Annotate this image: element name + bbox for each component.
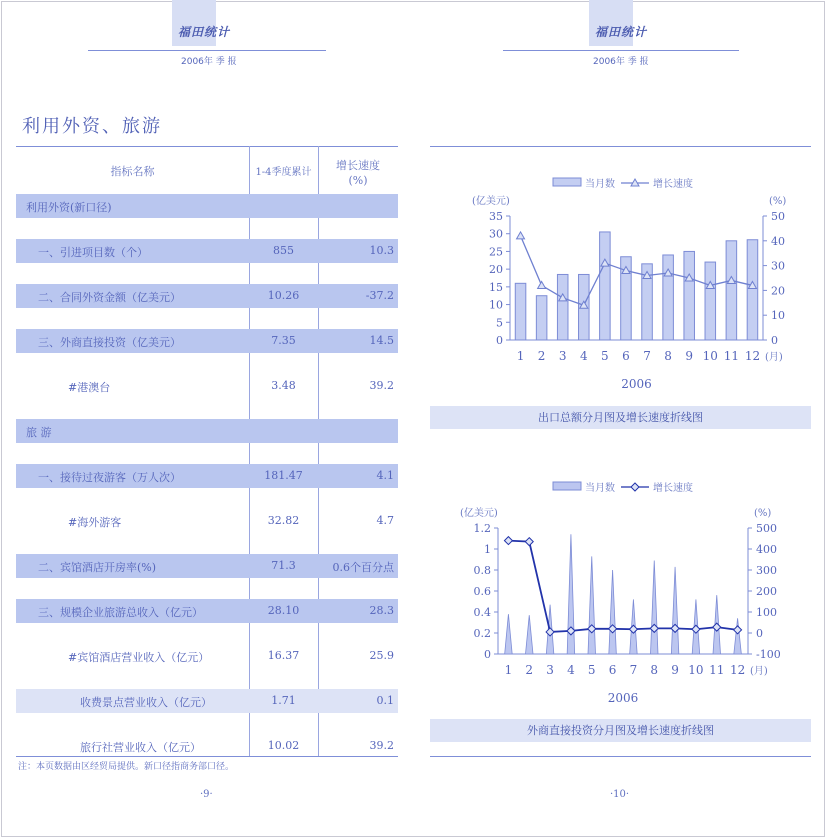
export-chart-caption: 出口总额分月图及增长速度折线图 (430, 406, 811, 429)
legend-swatch-monthly (553, 482, 581, 490)
x-tick-label: 3 (558, 349, 567, 363)
table-header-growth: 增长速度 (336, 159, 380, 172)
row-growth-value: 10.3 (369, 244, 394, 257)
row-growth-value: 4.1 (376, 469, 394, 482)
left-tick-label: 30 (489, 227, 503, 241)
right-tick-label: 20 (771, 284, 785, 298)
table-col-divider-2 (318, 146, 319, 756)
row-ytd-value: 28.10 (267, 604, 300, 617)
row-indicator-name: 二、宾馆酒店开房率(%) (38, 561, 157, 574)
page-number-right: ·10· (610, 789, 630, 800)
growth-point (546, 628, 554, 636)
left-tick-label: 5 (496, 316, 503, 330)
row-indicator-name: #宾馆酒店营业收入（亿元） (68, 651, 210, 664)
bar-mark (515, 283, 526, 340)
left-tick-label: 0.2 (473, 627, 491, 640)
legend-label-monthly: 当月数 (585, 483, 615, 494)
row-indicator-name: #港澳台 (68, 381, 111, 394)
x-tick-label: 3 (546, 663, 554, 677)
row-growth-value: 28.3 (369, 604, 394, 617)
monthly-series (515, 232, 757, 340)
x-axis-label: 2006 (621, 377, 652, 391)
section-title: 利用外资、旅游 (22, 116, 162, 137)
row-indicator-name: 三、规模企业旅游总收入（亿元） (38, 606, 203, 619)
left-tick-label: 0.6 (473, 585, 491, 598)
x-tick-label: 11 (709, 663, 725, 677)
right-tick-label: 100 (756, 606, 777, 619)
right-axis-unit: (%) (754, 508, 772, 519)
row-ytd-value: 181.47 (264, 469, 303, 482)
left-tick-label: 0.8 (473, 564, 491, 577)
x-tick-label: 1 (516, 349, 525, 363)
legend-label-growth: 增长速度 (653, 179, 693, 190)
x-tick-label: 4 (579, 349, 588, 363)
table-bottom-rule (16, 756, 398, 757)
table-header-ytd: 1-4季度累计 (255, 167, 312, 178)
right-tick-label: 10 (771, 309, 785, 323)
x-tick-label: 11 (723, 349, 740, 363)
x-tick-label: 2 (537, 349, 546, 363)
x-tick-label: 9 (685, 349, 694, 363)
growth-point (525, 538, 533, 546)
right-tick-label: 300 (756, 564, 777, 577)
row-indicator-name: 收费景点营业收入（亿元） (80, 696, 212, 709)
bar-mark (557, 274, 568, 340)
chart-legend (553, 481, 693, 494)
left-tick-label: 0.4 (473, 606, 491, 619)
row-growth-value: 0.6个百分点 (332, 561, 394, 574)
left-tick-label: 25 (489, 245, 503, 259)
right-top-rule (430, 146, 811, 147)
row-growth-value: 4.7 (376, 514, 394, 527)
table-footnote: 注：本页数据由区经贸局提供。新口径指商务部口径。 (18, 762, 235, 772)
growth-point (713, 623, 721, 631)
spike-mark (567, 534, 575, 654)
growth-point (538, 281, 546, 288)
x-axis-label: 2006 (607, 691, 639, 705)
x-axis-unit: (月) (765, 352, 783, 363)
x-tick-label: 7 (643, 349, 651, 363)
section-band (16, 419, 398, 443)
row-indicator-name: 一、接待过夜游客（万人次） (38, 471, 181, 484)
fdi-chart (430, 474, 811, 714)
left-tick-label: 1 (484, 543, 491, 556)
row-growth-value: 25.9 (369, 649, 394, 662)
spike-mark (671, 567, 679, 654)
legend-label-growth: 增长速度 (653, 483, 693, 494)
row-indicator-name: 利用外资(新口径) (26, 201, 112, 214)
x-tick-label: 7 (629, 663, 638, 677)
x-tick-label: 5 (587, 663, 596, 677)
header-subtitle-left: 2006年 季 报 (181, 57, 237, 67)
x-tick-label: 8 (650, 663, 659, 677)
x-axis-unit: (月) (750, 666, 768, 677)
left-tick-label: 20 (489, 263, 503, 277)
row-indicator-name: #海外游客 (68, 516, 122, 529)
row-growth-value: 0.1 (376, 694, 394, 707)
page-number-left: ·9· (200, 789, 213, 800)
right-tick-label: 0 (771, 334, 778, 347)
x-tick-label: 6 (608, 663, 617, 677)
right-axis-unit: (%) (769, 196, 787, 207)
table-top-rule (16, 146, 398, 147)
spike-mark (588, 556, 596, 654)
x-tick-label: 2 (525, 663, 534, 677)
row-ytd-value: 855 (273, 244, 294, 257)
row-ytd-value: 16.37 (267, 649, 300, 662)
left-tick-label: 35 (489, 210, 503, 223)
x-tick-label: 12 (744, 349, 761, 363)
growth-point (692, 625, 700, 633)
bar-mark (536, 296, 547, 340)
growth-point (734, 626, 742, 634)
x-tick-label: 6 (622, 349, 630, 363)
right-tick-label: 400 (756, 543, 777, 556)
x-tick-label: 5 (601, 349, 609, 363)
row-ytd-value: 3.48 (271, 379, 296, 392)
right-tick-label: 500 (756, 522, 777, 535)
x-tick-label: 9 (671, 663, 679, 677)
left-tick-label: 0 (496, 334, 503, 347)
row-ytd-value: 7.35 (271, 334, 296, 347)
table-header-name: 指标名称 (110, 165, 155, 178)
row-ytd-value: 1.71 (271, 694, 296, 707)
right-tick-label: -100 (756, 648, 781, 661)
right-tick-label: 40 (771, 234, 785, 248)
row-ytd-value: 32.82 (267, 514, 300, 527)
row-indicator-name: 一、引进项目数（个） (38, 246, 148, 259)
row-ytd-value: 10.02 (267, 739, 300, 752)
bar-mark (726, 241, 737, 340)
row-growth-value: 39.2 (369, 739, 394, 752)
right-tick-label: 30 (771, 259, 785, 273)
left-tick-label: 1.2 (473, 522, 491, 535)
bar-mark (747, 240, 758, 340)
left-tick-label: 15 (489, 280, 503, 294)
x-tick-label: 8 (664, 349, 672, 363)
spike-mark (526, 615, 534, 654)
left-tick-label: 0 (484, 648, 491, 661)
bar-mark (684, 251, 695, 340)
fdi-chart-caption: 外商直接投资分月图及增长速度折线图 (430, 719, 811, 742)
right-tick-label: 200 (756, 585, 777, 598)
spike-mark (651, 561, 659, 654)
x-tick-label: 1 (504, 663, 513, 677)
x-tick-label: 10 (702, 349, 718, 363)
right-tick-label: 50 (771, 210, 785, 223)
right-bottom-rule (430, 756, 811, 757)
left-axis-unit: (亿美元) (460, 508, 498, 519)
left-axis-unit: (亿美元) (472, 196, 510, 207)
row-ytd-value: 71.3 (271, 559, 296, 572)
growth-line (508, 541, 737, 632)
chart-legend (553, 177, 693, 190)
row-indicator-name: 二、合同外资金额（亿美元） (38, 291, 181, 304)
spike-mark (505, 614, 513, 654)
table-col-divider-1 (249, 146, 250, 756)
header-rule-right (503, 50, 739, 51)
growth-line (521, 236, 753, 305)
row-indicator-name: 旅行社营业收入（亿元） (80, 741, 201, 754)
bar-mark (600, 232, 611, 340)
x-tick-label: 10 (688, 663, 704, 677)
header-logo-left: 福田统计 (178, 25, 231, 39)
growth-point (517, 232, 525, 239)
header-subtitle-right: 2006年 季 报 (593, 57, 649, 67)
legend-swatch-monthly (553, 178, 581, 186)
spike-mark (734, 618, 742, 654)
row-growth-value: -37.2 (365, 289, 394, 302)
row-ytd-value: 10.26 (267, 289, 300, 302)
row-indicator-name: 三、外商直接投资（亿美元） (38, 336, 181, 349)
legend-label-monthly: 当月数 (585, 179, 615, 190)
header-logo-right: 福田统计 (595, 25, 648, 39)
legend-marker-diamond-icon (631, 483, 639, 491)
table-header-growth-unit: (%) (348, 174, 368, 187)
left-tick-label: 10 (489, 298, 503, 312)
row-indicator-name: 旅 游 (26, 426, 52, 439)
monthly-series (505, 534, 742, 654)
right-tick-label: 0 (756, 627, 763, 640)
header-rule-left (88, 50, 326, 51)
row-growth-value: 39.2 (369, 379, 394, 392)
export-chart (430, 170, 811, 400)
x-tick-label: 12 (729, 663, 746, 677)
bar-mark (663, 255, 674, 340)
spike-mark (609, 570, 617, 654)
growth-point (504, 537, 512, 545)
row-growth-value: 14.5 (369, 334, 394, 347)
x-tick-label: 4 (567, 663, 575, 677)
bar-mark (705, 262, 716, 340)
growth-point (629, 625, 637, 633)
